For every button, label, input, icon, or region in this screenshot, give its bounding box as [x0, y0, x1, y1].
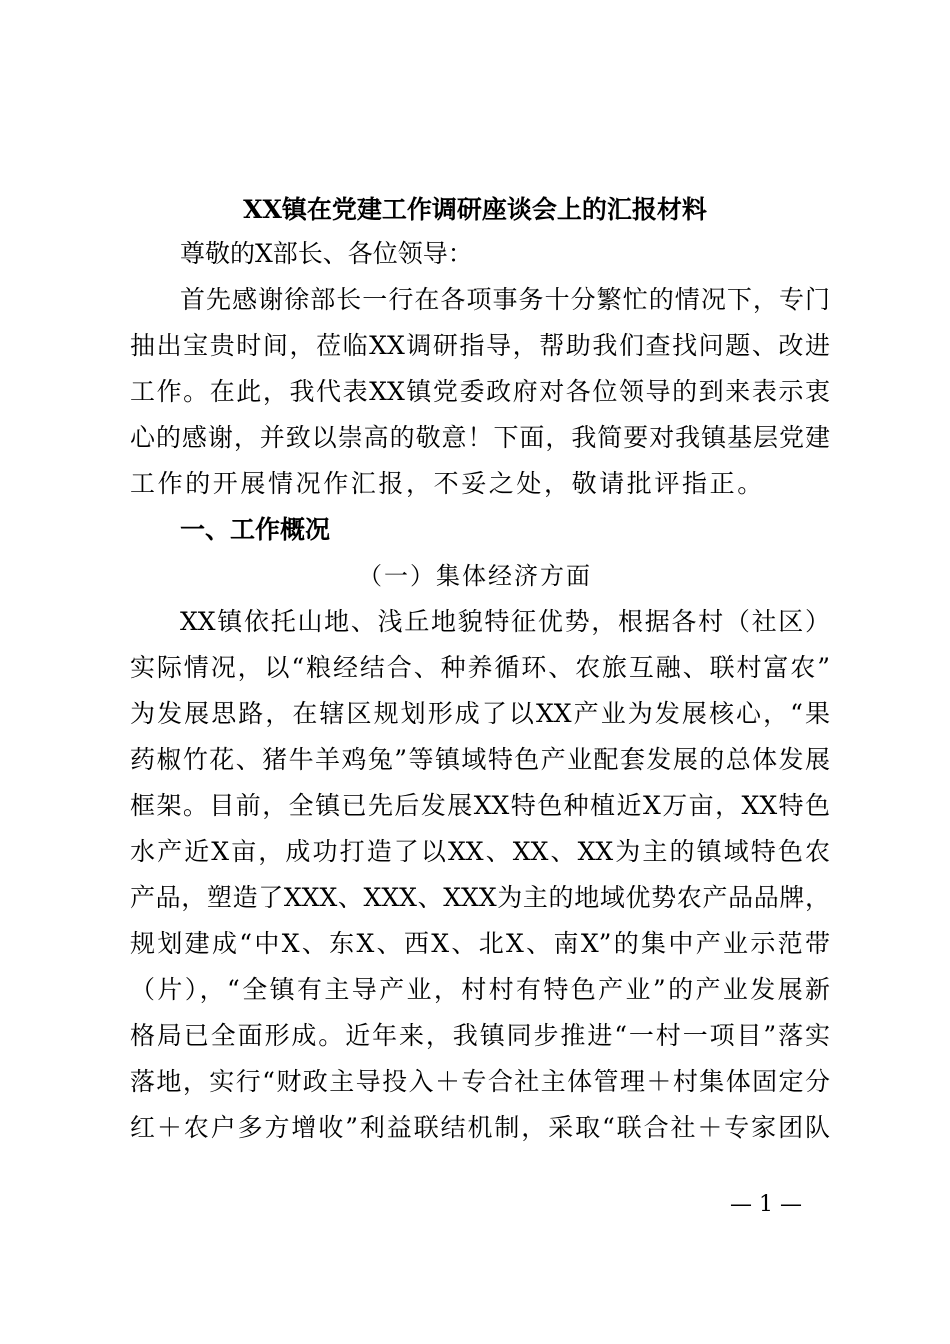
body-line: 产品，塑造了XXX、XXX、XXX为主的地域优势农产品品牌，	[130, 883, 830, 912]
subsection-heading: （一）集体经济方面	[358, 562, 592, 590]
body-line: 为发展思路，在辖区规划形成了以XX产业为发展核心，“果	[130, 699, 830, 728]
intro-line: 工作。在此，我代表XX镇党委政府对各位领导的到来表示衷	[130, 377, 830, 406]
body-line: （片），“全镇有主导产业，村村有特色产业”的产业发展新	[130, 975, 830, 1004]
section-heading: 一、工作概况	[180, 515, 331, 544]
body-line: 规划建成“中X、东X、西X、北X、南X”的集中产业示范带	[130, 929, 830, 958]
document-title: XX镇在党建工作调研座谈会上的汇报材料	[243, 195, 707, 224]
body-line: 实际情况，以“粮经结合、种养循环、农旅互融、联村富农”	[130, 653, 830, 682]
body-line: 红＋农户多方增收”利益联结机制，采取“联合社＋专家团队	[130, 1113, 830, 1142]
body-line: 格局已全面形成。近年来，我镇同步推进“一村一项目”落实	[130, 1021, 830, 1050]
intro-line: 工作的开展情况作汇报，不妥之处，敬请批评指正。	[130, 469, 765, 498]
body-line: 药椒竹花、猪牛羊鸡兔”等镇域特色产业配套发展的总体发展	[130, 745, 830, 774]
intro-line: 首先感谢徐部长一行在各项事务十分繁忙的情况下，专门	[180, 285, 830, 314]
body-line: XX镇依托山地、浅丘地貌特征优势，根据各村（社区）	[180, 607, 830, 636]
page-number: — 1 —	[730, 1192, 802, 1217]
body-line: 水产近X亩，成功打造了以XX、XX、XX为主的镇域特色农	[130, 837, 830, 866]
body-line: 框架。目前，全镇已先后发展XX特色种植近X万亩，XX特色	[130, 791, 830, 820]
intro-line: 抽出宝贵时间，莅临XX调研指导，帮助我们查找问题、改进	[130, 331, 830, 360]
intro-line: 心的感谢，并致以崇高的敬意！下面，我简要对我镇基层党建	[130, 423, 830, 452]
body-line: 落地，实行“财政主导投入＋专合社主体管理＋村集体固定分	[130, 1067, 830, 1096]
salutation: 尊敬的X部长、各位领导：	[180, 239, 473, 268]
